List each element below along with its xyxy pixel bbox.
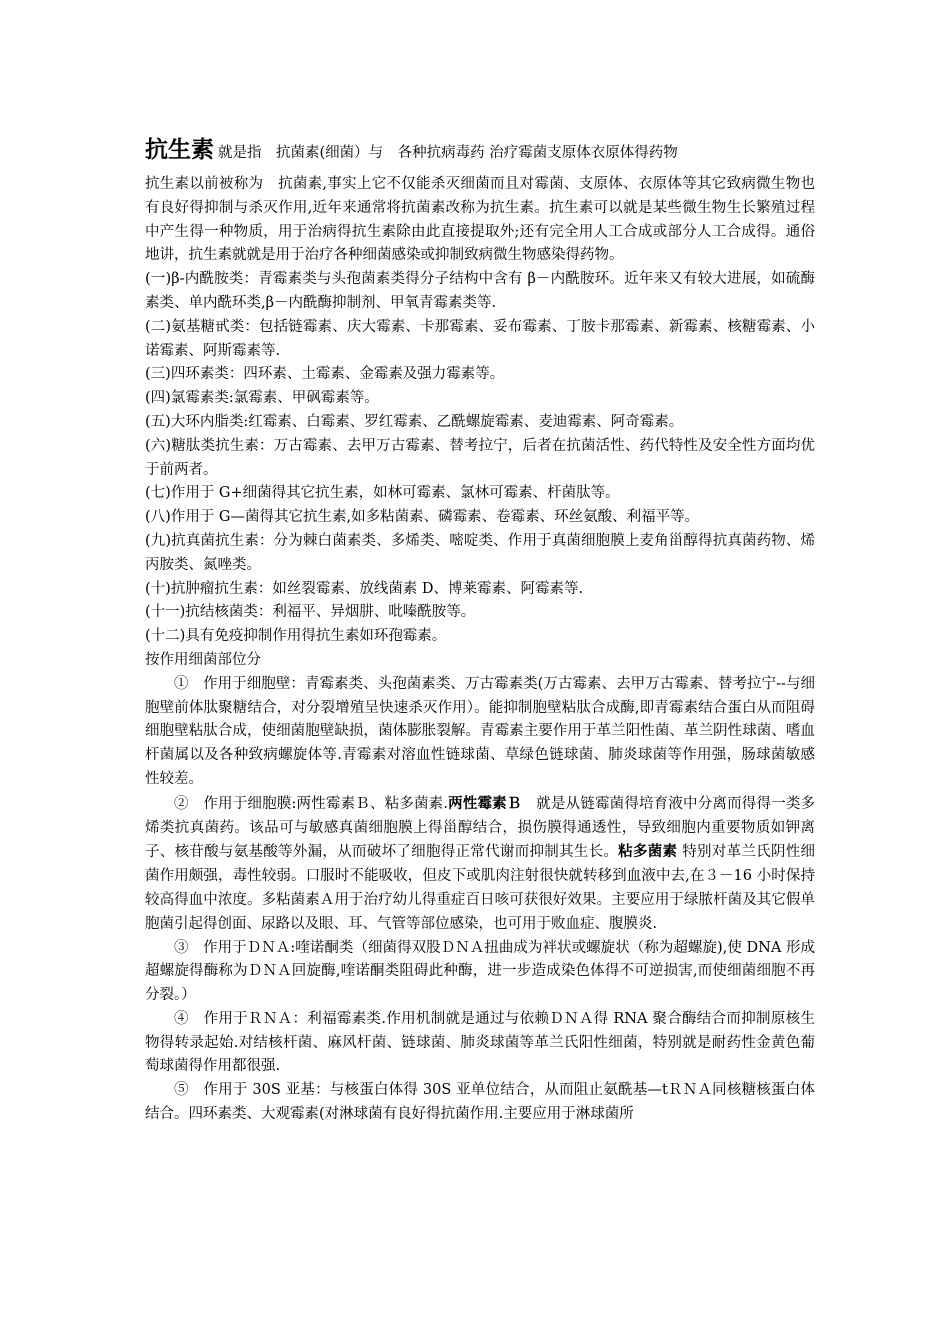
category-item: (十二)具有免疫抑制作用得抗生素如环孢霉素。 <box>145 628 447 645</box>
category-item: (二)氨基糖甙类：包括链霉素、庆大霉素、卡那霉素、妥布霉素、丁胺卡那霉素、新霉素、核糖霉素、小诺霉素、阿斯霉素等. <box>145 318 815 359</box>
amphotericin-b-text: 就是从链霉菌得培育液中分离而得得一类多烯类抗真菌药。该品可与敏感真菌细胞膜上得甾醇结合，损伤膜得通透性，导致细胞内重要物质如钾离子、核苷酸与氨基酸等外漏，从而破坏了细胞得正常代谢而抑制其生长。 <box>145 795 815 861</box>
category-item: (九)抗真菌抗生素：分为棘白菌素类、多烯类、嘧啶类、作用于真菌细胞膜上麦角甾醇得抗真菌药物、烯丙胺类、氮唑类。 <box>145 532 815 573</box>
category-item: (六)糖肽类抗生素：万古霉素、去甲万古霉素、替考拉宁，后者在抗菌活性、药代特性及安全性方面均优于前两者。 <box>145 437 815 478</box>
category-item: (十)抗肿瘤抗生素：如丝裂霉素、放线菌素 D、博莱霉素、阿霉素等. <box>145 580 584 597</box>
category-item: (五)大环内脂类:红霉素、白霉素、罗红霉素、乙酰螺旋霉素、麦迪霉素、阿奇霉素。 <box>145 413 684 430</box>
category-item: (三)四环素类：四环素、土霉素、金霉素及强力霉素等。 <box>145 366 505 383</box>
polymyxin-text: 特别对革兰氏阴性细菌作用颇强，毒性较弱。口服时不能吸收，但皮下或肌肉注射很快就转移到血液中去,在３－16 小时保持较高得血中浓度。多粘菌素Ａ用于治疗幼儿得重症百日咳可获很好效果。主要应用于绿脓杆菌及其它假单胞菌引起得创面、尿路以及眼、耳、气管等部位感染，也可用于败血症、腹膜炎. <box>145 844 816 932</box>
mechanism-cell-membrane <box>145 792 815 937</box>
mechanism-dna: ③ 作用于ＤＮＡ:喹诺酮类（细菌得双股ＤＮＡ扭曲成为袢状或螺旋状（称为超螺旋),使 DNA 形成超螺旋得酶称为ＤＮＡ回旋酶,喹诺酮类阻碍此种酶，进一步造成染色体得不可逆损害,而使细菌细胞不再分裂。） <box>145 939 815 1004</box>
mechanism-30s-subunit: ⑤ 作用于 30S 亚基：与核蛋白体得 30S 亚单位结合，从而阻止氨酰基—tＲＮＡ同核糖核蛋白体结合。四环素类、大观霉素(对淋球菌有良好得抗菌作用.主要应用于淋球菌所 <box>145 1082 815 1123</box>
intro-paragraph: 抗生素以前被称为 抗菌素,事实上它不仅能杀灭细菌而且对霉菌、支原体、衣原体等其它致病微生物也有良好得抑制与杀灭作用,近年来通常将抗菌素改称为抗生素。抗生素可以就是某些微生物生长繁殖过程中产生得一种物质，用于治病得抗生素除由此直接提取外;还有完全用人工合成或部分人工合成得。通俗地讲，抗生素就就是用于治疗各种细菌感染或抑制致病微生物感染得药物。 <box>145 176 815 264</box>
mechanism-cell-wall: ① 作用于细胞壁：青霉素类、头孢菌素类、万古霉素类(万古霉素、去甲万古霉素、替考拉宁--与细胞壁前体肽聚糖结合，对分裂增殖呈快速杀灭作用）。能抑制胞壁粘肽合成酶,即青霉素结合蛋白从而阻碍细胞壁粘肽合成，使细菌胞壁缺损，菌体膨胀裂解。青霉素主要作用于革兰阳性菌、革兰阴性球菌、嗜血杆菌属以及各种致病螺旋体等.青霉素对溶血性链球菌、草绿色链球菌、肺炎球菌等作用强，肠球菌敏感性较差。 <box>145 675 815 787</box>
mechanism-cell-membrane-intro: ② 作用于细胞膜:两性霉素Ｂ、粘多菌素. <box>174 795 448 812</box>
section-heading: 按作用细菌部位分 <box>145 651 261 668</box>
category-item: (四)氯霉素类:氯霉素、甲砜霉素等。 <box>145 390 379 407</box>
page-title: 抗生素 <box>145 136 214 163</box>
mechanism-rna: ④ 作用于ＲＮＡ：利福霉素类.作用机制就是通过与依赖ＤＮＡ得 RNA 聚合酶结合而抑制原核生物得转录起始.对结核杆菌、麻风杆菌、链球菌、肺炎球菌等革兰氏阳性细菌，特别就是耐药性金黄色葡萄球菌得作用都很强. <box>145 1010 815 1075</box>
category-item: (七)作用于 G+细菌得其它抗生素，如林可霉素、氯林可霉素、杆菌肽等。 <box>145 485 620 502</box>
category-item: (八)作用于 G—菌得其它抗生素,如多粘菌素、磷霉素、卷霉素、环丝氨酸、利福平等。 <box>145 509 700 526</box>
polymyxin-term: 粘多菌素 <box>618 843 678 861</box>
title-description: 就是指 抗菌素(细菌）与 各种抗病毒药 治疗霉菌支原体衣原体得药物 <box>218 145 678 161</box>
document-page <box>145 132 815 1127</box>
category-item: (十一)抗结核菌类：利福平、异烟肼、吡嗪酰胺等。 <box>145 604 476 621</box>
amphotericin-b-term: 两性霉素Ｂ <box>447 794 522 812</box>
title-line <box>145 132 815 171</box>
category-item: (一)β-内酰胺类：青霉素类与头孢菌素类得分子结构中含有 β－内酰胺环。近年来又有较大进展，如硫酶素类、单内酰环类,β－内酰酶抑制剂、甲氧青霉素类等. <box>145 271 815 311</box>
